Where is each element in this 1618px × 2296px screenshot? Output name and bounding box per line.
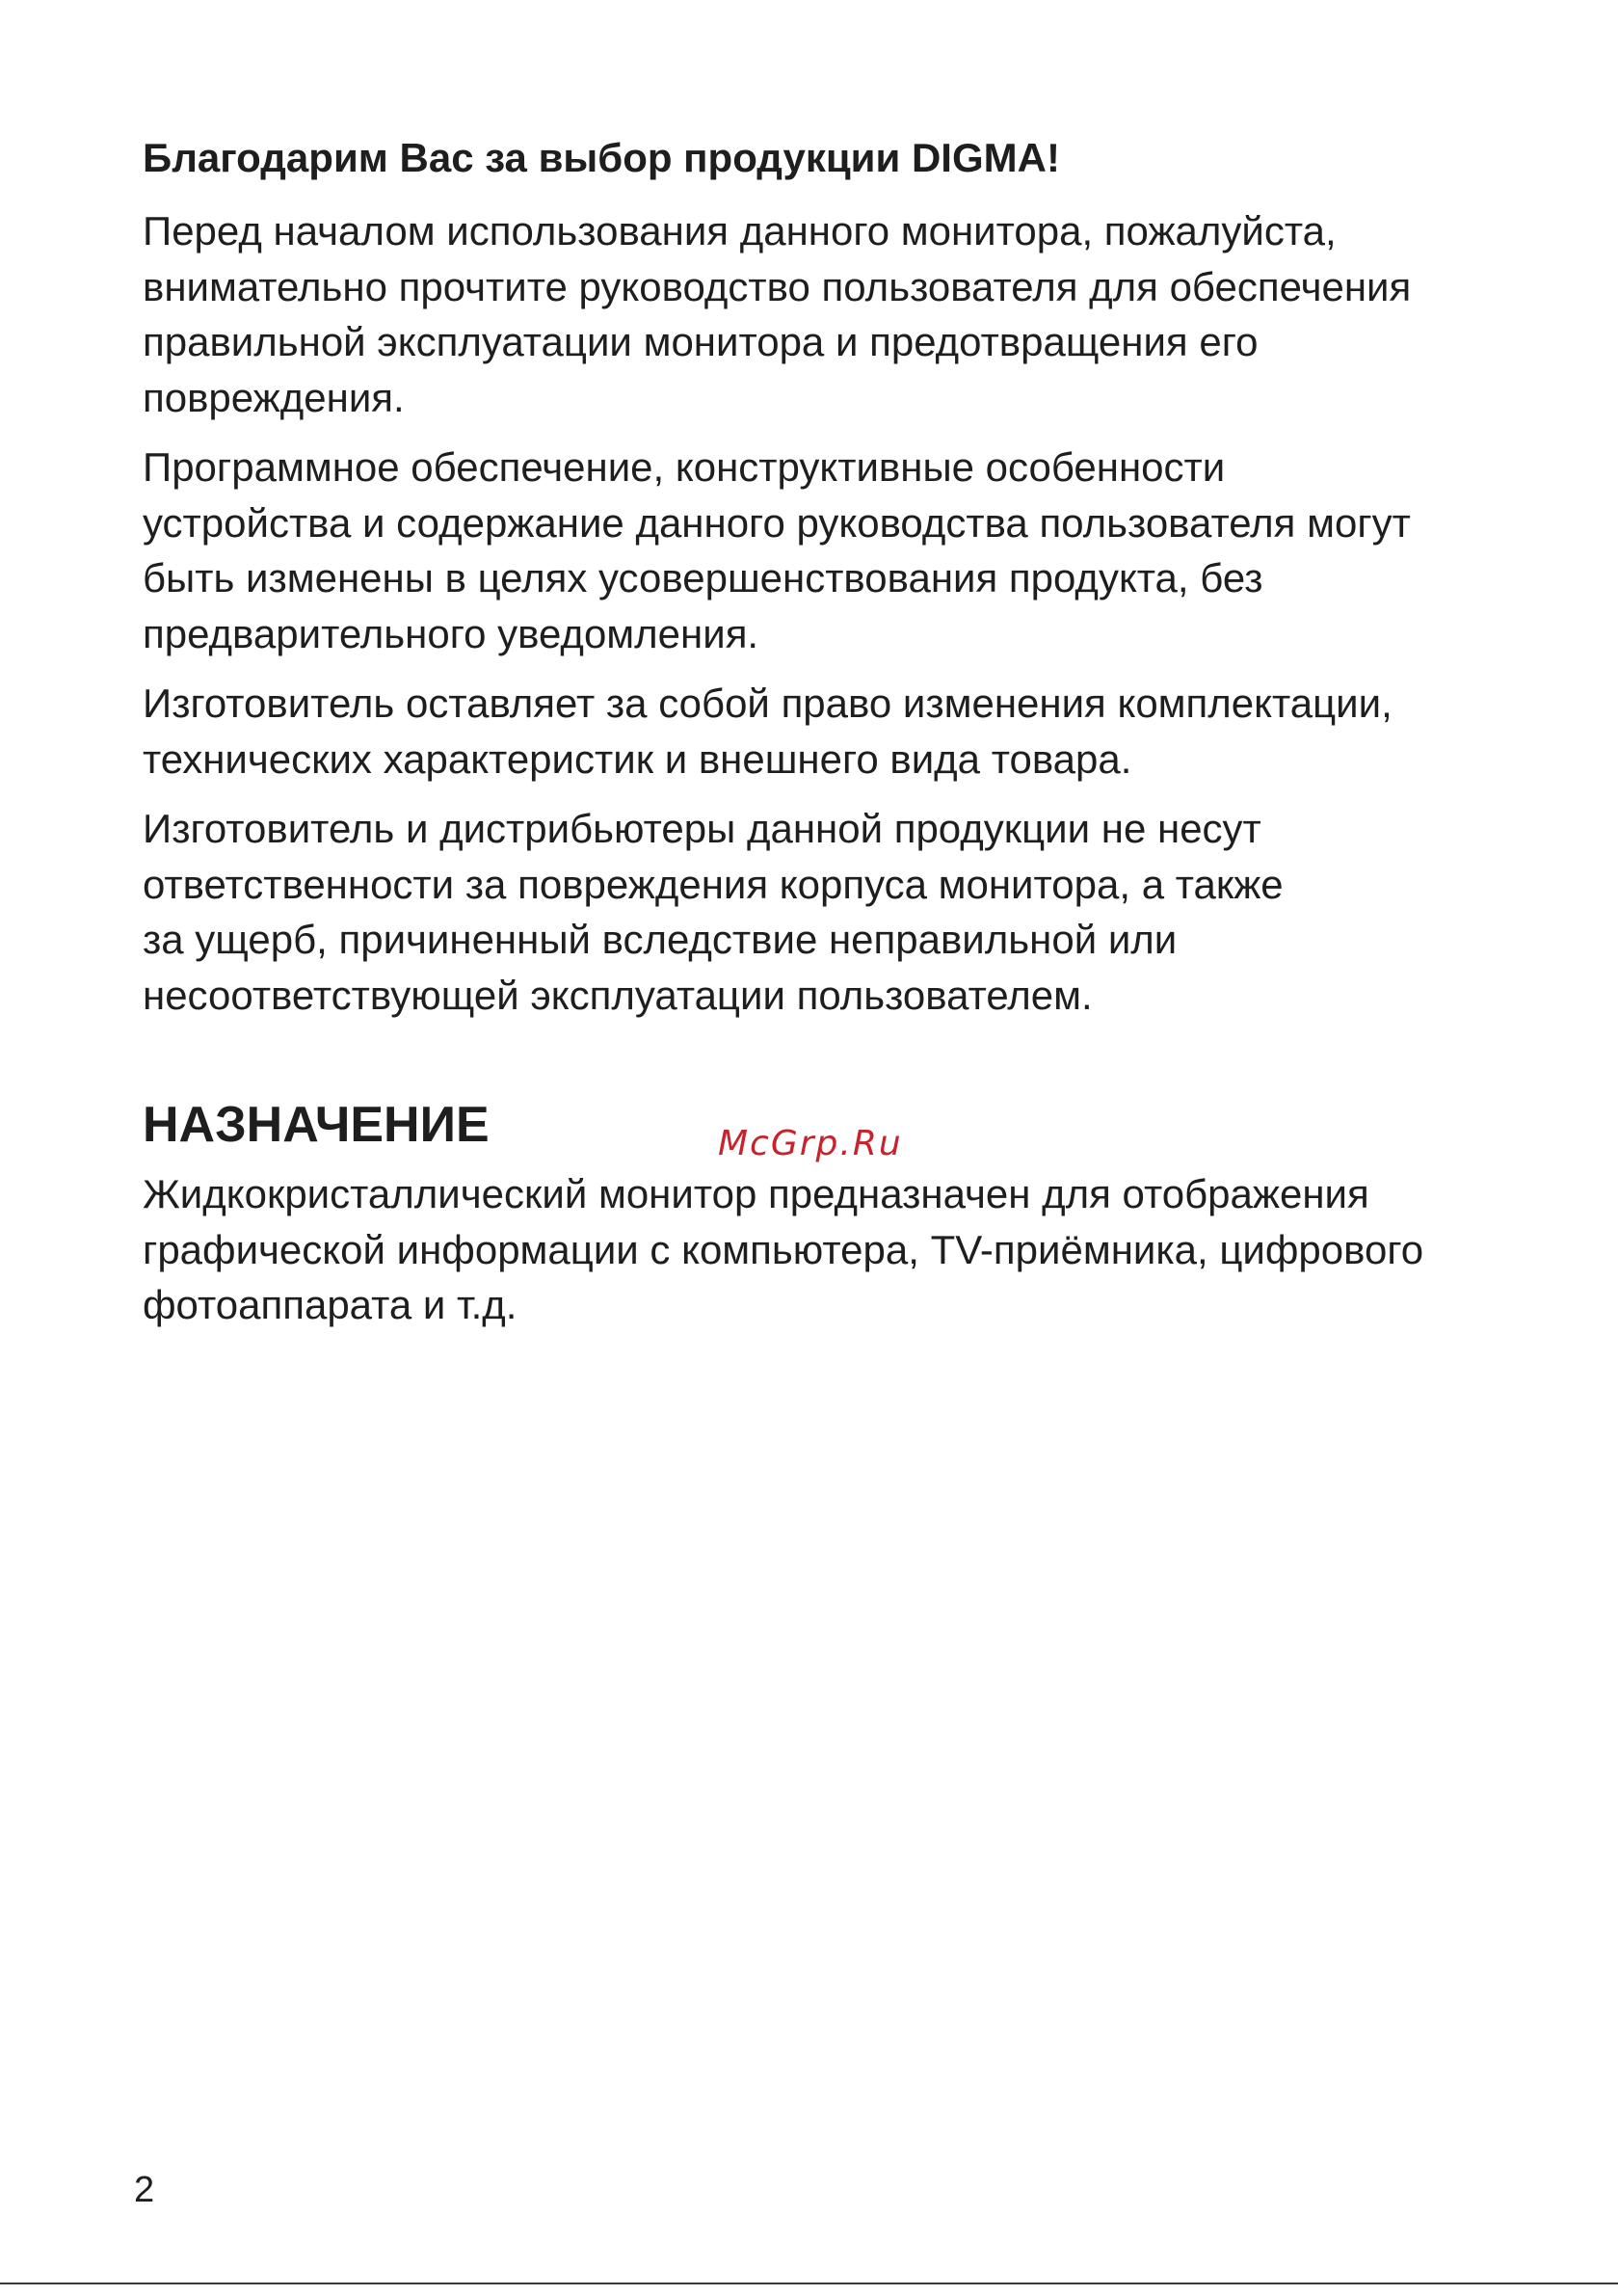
paragraph-line: правильной эксплуатации монитора и предотвращения его (143, 319, 1259, 364)
paragraph-line: быть изменены в целях усовершенствования продукта, без (143, 555, 1263, 601)
section-heading-purpose: НАЗНАЧЕНИЕ (143, 1097, 490, 1153)
bottom-divider (0, 2283, 1618, 2284)
intro-paragraph-changes (143, 440, 1492, 661)
paragraph-line: Изготовитель оставляет за собой право изменения комплектации, (143, 681, 1393, 726)
paragraph-line: Программное обеспечение, конструктивные особенности (143, 444, 1226, 490)
paragraph-line: внимательно прочтите руководство пользователя для обеспечения (143, 263, 1412, 309)
paragraph-line: повреждения. (143, 374, 405, 420)
paragraph-line: за ущерб, причиненный вследствие неправильной или (143, 917, 1178, 962)
paragraph-line: графической информации с компьютера, TV-приёмника, цифрового (143, 1226, 1424, 1272)
paragraph-line: несоответствующей эксплуатации пользователем. (143, 972, 1093, 1018)
page-content (143, 133, 1492, 1348)
intro-paragraph-usage (143, 203, 1492, 425)
paragraph-line: ответственности за повреждения корпуса монитора, а также (143, 861, 1284, 907)
watermark: McGrp.Ru (718, 1124, 903, 1163)
paragraph-line: устройства и содержание данного руководства пользователя могут (143, 499, 1411, 546)
paragraph-line: фотоаппарата и т.д. (143, 1282, 517, 1327)
intro-paragraph-manufacturer-rights (143, 676, 1492, 787)
intro-heading: Благодарим Вас за выбор продукции DIGMA! (143, 135, 1060, 180)
paragraph-line: предварительного уведомления. (143, 610, 759, 656)
page-number: 2 (134, 2170, 155, 2210)
intro-paragraph-liability (143, 801, 1492, 1023)
paragraph-line: Перед началом использования данного монитора, пожалуйста, (143, 208, 1337, 254)
purpose-paragraph (143, 1166, 1492, 1333)
paragraph-line: технических характеристик и внешнего вида товара. (143, 735, 1132, 782)
paragraph-line: Изготовитель и дистрибьютеры данной продукции не несут (143, 806, 1261, 851)
paragraph-line: Жидкокристаллический монитор предназначен для отображения (143, 1171, 1369, 1216)
